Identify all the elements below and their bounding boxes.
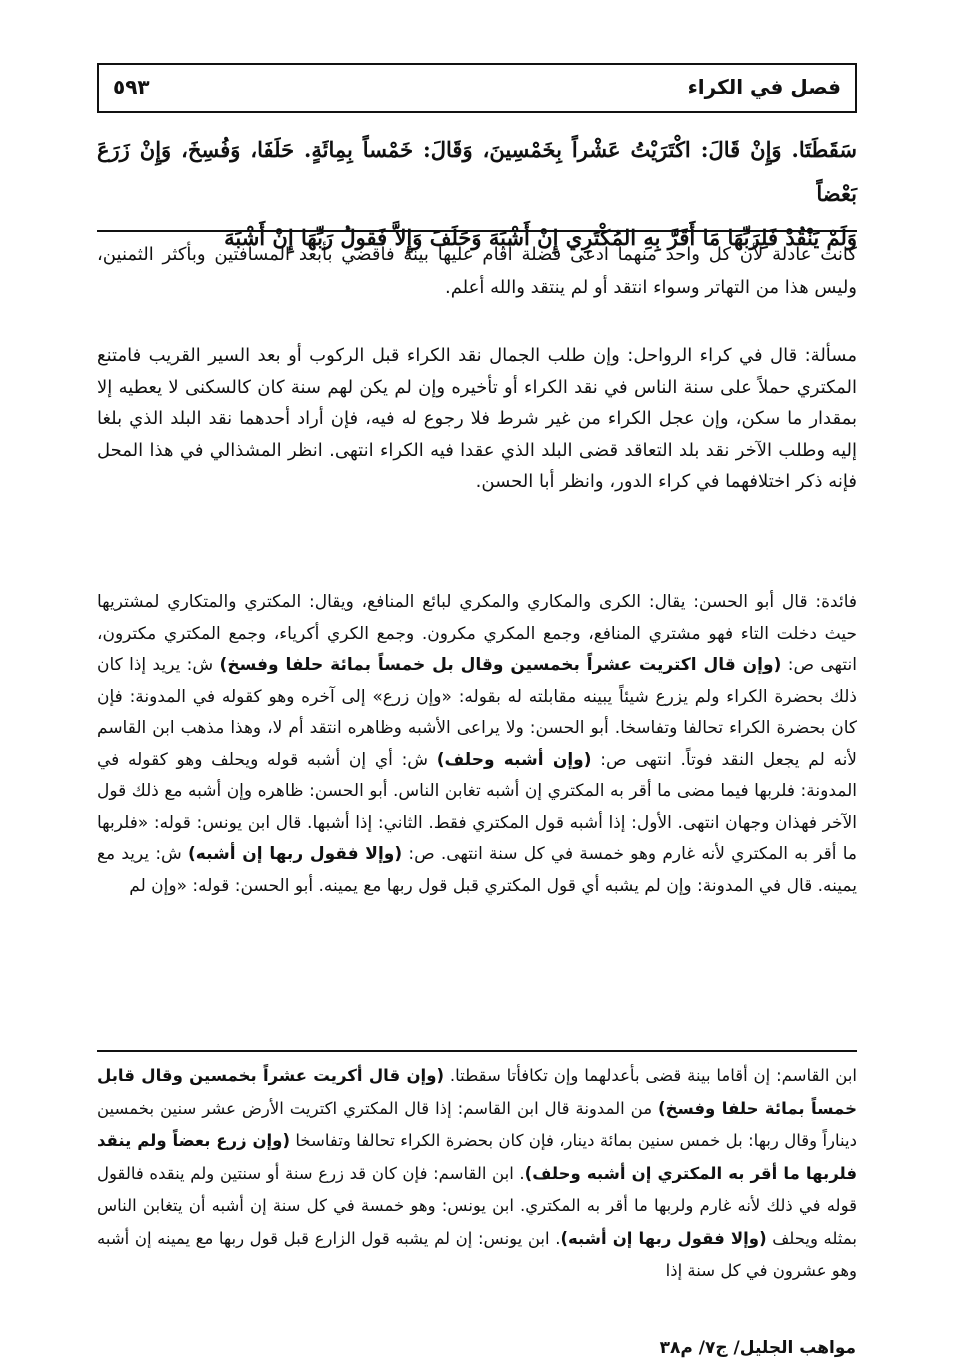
commentary-text: من المدونة قال ابن القاسم: إذا قال المكتري اكتريت الأرض عشر سنين بخمسين ديناراً وقال ربها: بل خمس سنين بمائة دينار، فإن كان بحضرة الكراء تحالفا وتفاسخا xyxy=(97,1098,857,1150)
page-number: ٥٩٣ xyxy=(113,75,150,99)
matn-quote: (وإلا فقول ربها إن أشبه) xyxy=(188,844,403,864)
matn-quote: (وإن قال اكتريت عشراً بخمسين وقال بل خمساً بمائة حلفا وفسخ) xyxy=(219,655,782,675)
matn-line: سَقَطَتَا. وَإِنْ قَالَ: اكْتَرَيْتُ عَشْراً بِخَمْسِينَ، وَقَالَ: خَمْساً بِمِائَةٍ. حَلَفَا، وَفُسِخَ، وَإِنْ زَرَعَ بَعْضاً xyxy=(97,137,857,206)
faida-paragraph xyxy=(97,587,857,902)
matn-quote: (وإلا فقول ربها إن أشبه) xyxy=(560,1228,767,1248)
commentary-text: ابن القاسم: إن أقاما بينة قضى بأعدلهما وإن تكافأتا سقطتا. xyxy=(444,1066,857,1085)
running-header xyxy=(97,63,857,113)
matn-quote: (وإن قال أكريت عشراً بخمسين وقال قابل خمساً بمائة حلفا وفسخ) xyxy=(97,1066,857,1118)
commentary-text: ش: أي إن أشبه قوله ويحلف وهو كقوله في المدونة: فلربها فيما مضى ما أقر به المكتري إن أشبه تغابن الناس. أبو الحسن: ظاهره وإن أشبه مع ذلك قول الآخر فهذان وجهان انتهى. الأول: إذا أشبه قول المكتري فقط. الثاني: إذا أشبها. قال ابن يونس: قوله: «فلربها ما أقر به المكتري لأنه غارم وهو خمسة في كل سنة انتهى. ص: xyxy=(97,749,857,864)
section-divider xyxy=(97,230,857,232)
commentary-text: ش: يريد إذا كان ذلك بحضرة الكراء ولم يزرع شيئاً يبينه مقابلته له بقوله: «وإن زرع» إلى آخره وهو كقوله في المدونة: فإن كان بحضرة الكراء تحالفا وتفاسخا. أبو الحسن: ولا يراعى الأشبه وظاهره انتقد أم لا، وهذا مذهب ابن القاسم لأنه لم يجعل النقد فوتاً. انتهى ص: xyxy=(97,655,858,770)
commentary-text: . ابن القاسم: فإن كان قد زرع سنة أو سنتين ولم ينقده فالقول قوله في ذلك لأنه غارم ولربها ما أقر به المكتري. ابن يونس: وهو خمسة في كل سنة إن أشبه أن يتغابن الناس بمثله ويحلف xyxy=(97,1163,857,1248)
masala-paragraph xyxy=(97,340,857,498)
volume-reference: مواهب الجليل/ ج٧/ م٣٨ xyxy=(659,1338,856,1358)
matn-quote: (وإن زرع بعضاً ولم ينقد فلربها ما أقر به المكتري إن أشبه وحلف) xyxy=(97,1131,857,1183)
commentary-text: . ابن يونس: إن لم يشبه قول الزارع قبل قول ربها مع يمينه إن أشبه وهو عشرون في كل سنة إذا xyxy=(97,1228,857,1280)
matn-line: وَلَمْ يَنْقُدْ فَلِرَبِّهَا مَا أَقَرَّ بِهِ المُكْتَرِي إِنْ أَشْبَهَ وَحَلَفَ وَإِلاَّ فَقولُ رَبِّهَا إِنْ أَشْبَهَ xyxy=(224,225,857,250)
faida-text xyxy=(97,587,857,902)
masala-text: مسألة: قال في كراء الرواحل: وإن طلب الجمال نقد الكراء قبل الركوب أو بعد السير القريب فامتنع المكتري حملاً على سنة الناس في نقد الكراء أو تأخيره وإن لم يكن لهم سنة كان كالسكنى لا يعطيه إلا بمقدار ما سكن، وإن عجل الكراء من غير شرط فلا رجوع له فيه، فإن أراد أحدهما نقد البلد الذي بلغا إليه وطلب الآخر نقد بلد التعاقد قضى البلد الذي عقدا فيه الكراء انتهى. انظر المشذالي في هذا المحل فإنه ذكر اختلافهما في كراء الدور، وانظر أبا الحسن. xyxy=(97,345,857,492)
footnote-divider xyxy=(97,1050,857,1052)
lower-text xyxy=(97,1060,857,1288)
chapter-title: فصل في الكراء xyxy=(687,75,841,99)
continuation-paragraph xyxy=(97,238,857,304)
lower-commentary xyxy=(97,1060,857,1288)
continuation-text: كانت عادلة لأن كل واحد منهما ادعى فضلة أقام عليها بينة فأقضي بأبعد المسافتين وبأكثر الثمنين، وليس هذا من التهاتر وسواء انتقد أو لم ينتقد والله أعلم. xyxy=(97,244,857,298)
commentary-text: ش: يريد مع يمينه. قال في المدونة: وإن لم يشبه أي قول المكتري قبل قول ربها مع يمينه. أبو الحسن: قوله: «وإن لم xyxy=(97,844,857,896)
commentary-text: فائدة: قال أبو الحسن: يقال: الكرى والمكاري والمكري لبائع المنافع، ويقال: المكتري والمتكاري لمشتريها حيث دخلت التاء فهو مشتري المنافع، وجمع المكري مكرون. وجمع الكري أكرياء، وجمع المكتري مكترون، انتهى ص: xyxy=(97,592,857,675)
matn-quote: (وإن أشبه وحلف) xyxy=(436,749,592,770)
